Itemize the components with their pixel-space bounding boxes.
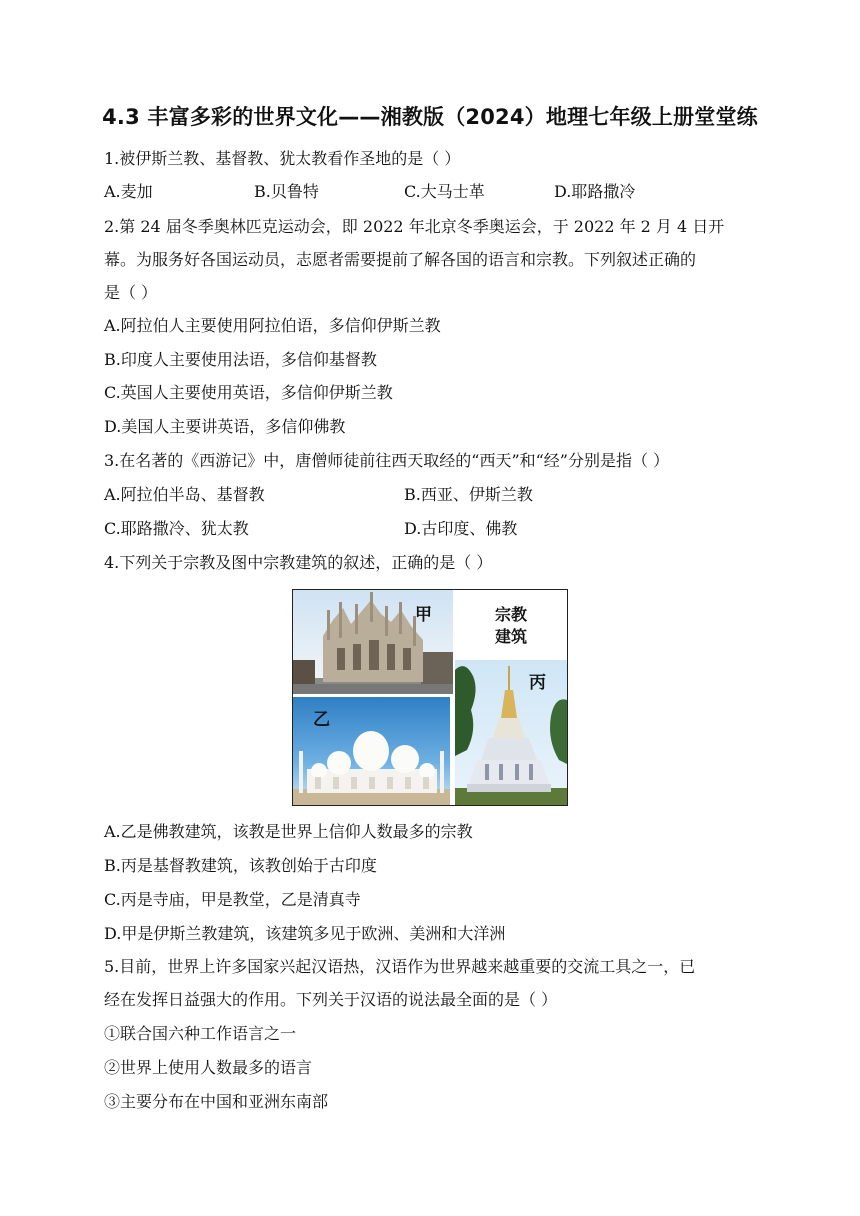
- question-5-stem-line-1: 5.目前，世界上许多国家兴起汉语热，汉语作为世界越来越重要的交流工具之一，已: [104, 957, 696, 976]
- question-4-option-a: A.乙是佛教建筑，该教是世界上信仰人数最多的宗教: [104, 822, 473, 841]
- question-2-stem-line-3: 是（ ）: [104, 283, 158, 302]
- pagoda-photo: [455, 660, 567, 805]
- figure-heading-line-1: 宗教: [494, 605, 527, 624]
- question-1-option-d: D.耶路撒冷: [554, 182, 636, 201]
- question-5-stem-line-2: 经在发挥日益强大的作用。下列关于汉语的说法最全面的是（ ）: [104, 990, 558, 1009]
- mosque-photo: [293, 697, 450, 805]
- question-4-stem: 4.下列关于宗教及图中宗教建筑的叙述，正确的是（ ）: [104, 553, 493, 572]
- label-jia: 甲: [415, 605, 432, 625]
- label-bing: 丙: [529, 673, 546, 693]
- pagoda-illustration: [455, 660, 567, 805]
- label-yi: 乙: [313, 710, 330, 730]
- question-3-stem: 3.在名著的《西游记》中，唐僧师徒前往西天取经的“西天”和“经”分别是指（ ）: [104, 451, 670, 470]
- religious-buildings-figure: [292, 589, 568, 806]
- question-3-option-d: D.古印度、佛教: [404, 519, 518, 538]
- question-4-option-d: D.甲是伊斯兰教建筑，该建筑多见于欧洲、美洲和大洋洲: [104, 924, 506, 943]
- question-2-option-b: B.印度人主要使用法语，多信仰基督教: [104, 350, 377, 369]
- question-1-option-c: C.大马士革: [404, 182, 485, 201]
- question-3-option-c: C.耶路撒冷、犹太教: [104, 519, 249, 538]
- question-2-option-d: D.美国人主要讲英语，多信仰佛教: [104, 417, 346, 436]
- document-title: 4.3 丰富多彩的世界文化——湘教版（2024）地理七年级上册堂堂练: [102, 105, 758, 129]
- question-4-option-b: B.丙是基督教建筑，该教创始于古印度: [104, 856, 377, 875]
- question-2-option-a: A.阿拉伯人主要使用阿拉伯语，多信仰伊斯兰教: [104, 316, 441, 335]
- question-1-stem: 1.被伊斯兰教、基督教、犹太教看作圣地的是（ ）: [104, 149, 461, 168]
- question-1-option-b: B.贝鲁特: [254, 182, 319, 201]
- question-5-item-2: ②世界上使用人数最多的语言: [104, 1058, 313, 1077]
- question-5-item-1: ①联合国六种工作语言之一: [104, 1024, 297, 1043]
- question-3-option-b: B.西亚、伊斯兰教: [404, 485, 533, 504]
- question-2-stem-line-2: 幕。为服务好各国运动员，志愿者需要提前了解各国的语言和宗教。下列叙述正确的: [104, 250, 697, 269]
- question-4-option-c: C.丙是寺庙，甲是教堂，乙是清真寺: [104, 890, 361, 909]
- figure-heading: [455, 590, 567, 658]
- question-3-option-a: A.阿拉伯半岛、基督教: [104, 485, 265, 504]
- question-2-option-c: C.英国人主要使用英语，多信仰伊斯兰教: [104, 383, 393, 402]
- cathedral-photo: [293, 590, 453, 694]
- figure-heading-line-2: 建筑: [494, 627, 527, 646]
- question-5-item-3: ③主要分布在中国和亚洲东南部: [104, 1092, 329, 1111]
- question-2-stem-line-1: 2.第 24 届冬季奥林匹克运动会，即 2022 年北京冬季奥运会，于 2022 年 2 月 4 日开: [104, 217, 725, 236]
- question-1-option-a: A.麦加: [104, 182, 153, 201]
